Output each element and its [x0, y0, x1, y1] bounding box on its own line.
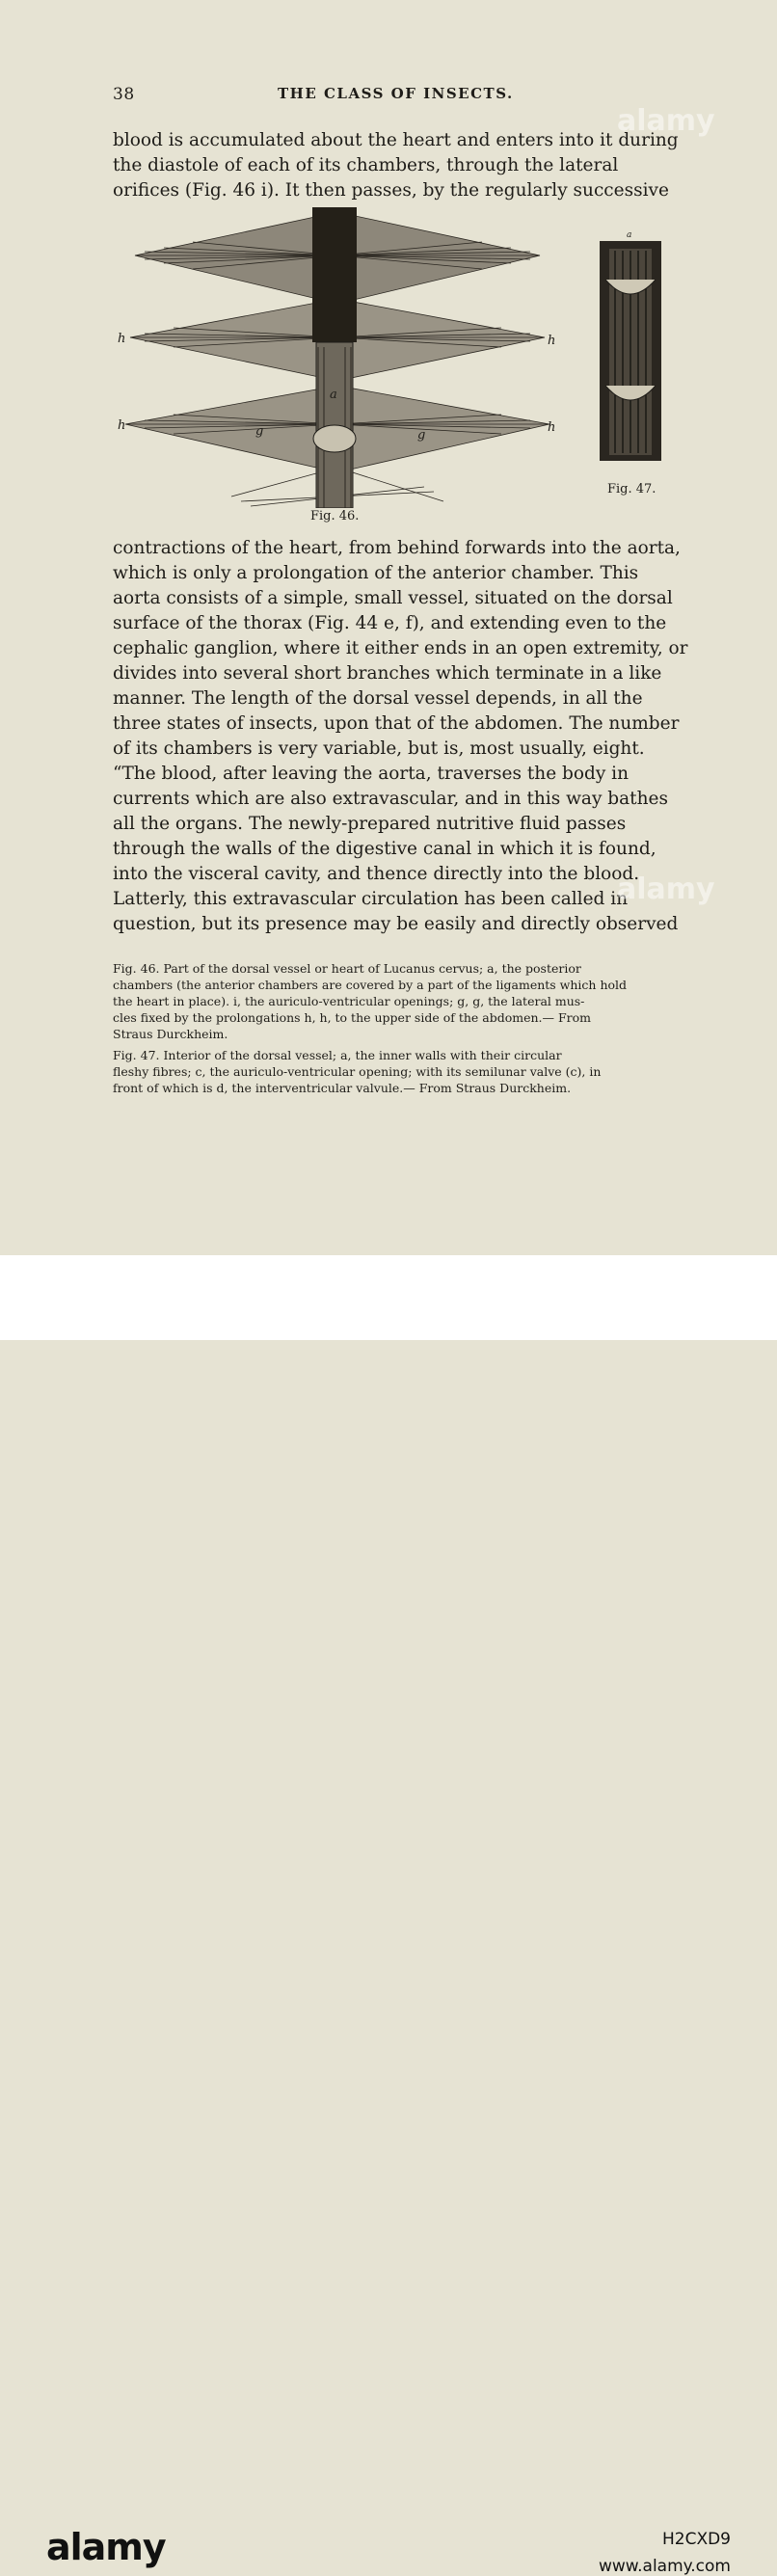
fig46-caption: Fig. 46. [310, 509, 360, 523]
page-number: 38 [113, 85, 135, 104]
text-line: divides into several short branches which terminate in a like [113, 663, 662, 684]
text-line: blood is accumulated about the heart and enters into it during [113, 130, 679, 150]
label-h: h [548, 334, 556, 348]
brand-logo: alamy [46, 2526, 166, 2568]
text-line: all the organs. The newly-prepared nutritive fluid passes [113, 814, 627, 834]
label-a: a [627, 231, 632, 240]
footnote-fig46 [113, 960, 675, 1042]
text-line: “The blood, after leaving the aorta, traverses the body in [113, 764, 630, 784]
watermark: alamy [617, 872, 715, 906]
fig47-caption: Fig. 47. [607, 482, 656, 496]
text-line: into the visceral cavity, and thence directly into the blood. [113, 864, 640, 884]
running-title: THE CLASS OF INSECTS. [278, 85, 514, 102]
text-line: the diastole of each of its chambers, through the lateral [113, 155, 619, 175]
paragraph-1 [113, 128, 679, 203]
text-line: Latterly, this extravascular circulation has been called in [113, 889, 629, 909]
note-line: Fig. 46. Part of the dorsal vessel or heart of Lucanus cervus; a, the posterior [113, 961, 581, 976]
site-url: www.alamy.com [598, 2557, 731, 2576]
text-line: surface of the thorax (Fig. 44 e, f), and extending even to the [113, 613, 667, 633]
footnote-fig47 [113, 1047, 675, 1096]
label-a: a [330, 388, 337, 402]
note-line: the heart in place). i, the auriculo-ventricular openings; g, g, the lateral mus- [113, 994, 585, 1008]
paragraph-3 [113, 762, 679, 937]
book-page [0, 0, 777, 1255]
chamber-valve [313, 425, 356, 452]
label-g: g [417, 428, 426, 443]
text-line: through the walls of the digestive canal in which it is found, [113, 839, 656, 859]
note-line: fleshy fibres; c, the auriculo-ventricular opening; with its semilunar valve (c), in [113, 1064, 602, 1079]
label-h: h [118, 418, 126, 433]
text-line: contractions of the heart, from behind forwards into the aorta, [113, 538, 681, 558]
note-line: chambers (the anterior chambers are covered by a part of the ligaments which hold [113, 978, 628, 992]
stock-footer [0, 1255, 777, 2576]
label-g: g [255, 424, 264, 439]
fig46-illustration [116, 207, 559, 508]
note-line: cles fixed by the prolongations h, h, to the upper side of the abdomen.— From [113, 1010, 592, 1025]
text-line: of its chambers is very variable, but is, most usually, eight. [113, 738, 645, 759]
image-id: H2CXD9 [661, 2530, 731, 2549]
label-h: h [548, 420, 556, 435]
paragraph-2 [113, 536, 688, 762]
text-line: three states of insects, upon that of the abdomen. The number [113, 713, 680, 734]
label-h: h [118, 332, 126, 346]
note-line: front of which is d, the interventricular valvule.— From Straus Durckheim. [113, 1081, 572, 1095]
watermark: alamy [617, 104, 715, 138]
dorsal-vessel-anterior [312, 207, 357, 342]
text-line: currents which are also extravascular, and in this way bathes [113, 789, 668, 809]
text-line: which is only a prolongation of the anterior chamber. This [113, 563, 639, 583]
text-line: orifices (Fig. 46 i). It then passes, by the regularly successive [113, 180, 669, 201]
note-line: Fig. 47. Interior of the dorsal vessel; a, the inner walls with their circular [113, 1048, 562, 1062]
text-line: manner. The length of the dorsal vessel depends, in all the [113, 688, 643, 709]
note-line: Straus Durckheim. [113, 1027, 228, 1041]
text-line: cephalic ganglion, where it either ends in an open extremity, or [113, 638, 688, 658]
fig47-illustration [596, 231, 665, 461]
text-line: aorta consists of a simple, small vessel, situated on the dorsal [113, 588, 673, 608]
text-line: question, but its presence may be easily and directly observed [113, 914, 679, 934]
